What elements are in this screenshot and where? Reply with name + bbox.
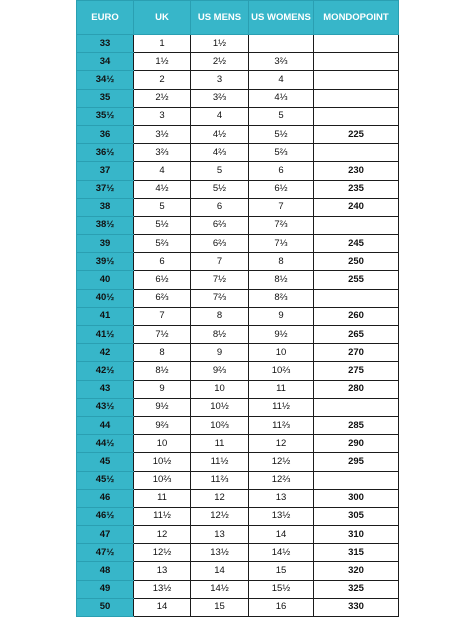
euro-cell: 45½ — [77, 471, 134, 489]
mondopoint-cell — [314, 89, 399, 107]
euro-cell: 40½ — [77, 289, 134, 307]
mondopoint-cell: 270 — [314, 344, 399, 362]
mondopoint-cell: 240 — [314, 198, 399, 216]
table-row — [77, 398, 399, 416]
table-row — [77, 507, 399, 525]
table-row — [77, 216, 399, 234]
us-mens-cell: 6 — [191, 198, 249, 216]
us-womens-cell: 14½ — [249, 544, 314, 562]
us-womens-cell: 14 — [249, 526, 314, 544]
uk-cell: 2 — [134, 71, 191, 89]
uk-cell: 7½ — [134, 326, 191, 344]
mondopoint-cell — [314, 144, 399, 162]
euro-cell: 38½ — [77, 216, 134, 234]
euro-cell: 34½ — [77, 71, 134, 89]
us-womens-cell: 12 — [249, 435, 314, 453]
us-womens-cell: 5 — [249, 107, 314, 125]
euro-cell: 46½ — [77, 507, 134, 525]
euro-cell: 33 — [77, 35, 134, 53]
us-mens-cell: 5½ — [191, 180, 249, 198]
table-body — [77, 35, 399, 617]
mondopoint-cell: 325 — [314, 580, 399, 598]
uk-cell: 9⅔ — [134, 416, 191, 434]
us-womens-cell: 7⅔ — [249, 216, 314, 234]
us-mens-cell: 7½ — [191, 271, 249, 289]
uk-cell: 5 — [134, 198, 191, 216]
euro-cell: 41½ — [77, 326, 134, 344]
euro-cell: 46 — [77, 489, 134, 507]
us-womens-cell: 4 — [249, 71, 314, 89]
us-mens-cell: 4⅔ — [191, 144, 249, 162]
uk-cell: 1½ — [134, 53, 191, 71]
table-row — [77, 416, 399, 434]
euro-cell: 35½ — [77, 107, 134, 125]
uk-cell: 3½ — [134, 125, 191, 143]
euro-cell: 45 — [77, 453, 134, 471]
table-row — [77, 253, 399, 271]
euro-cell: 42½ — [77, 362, 134, 380]
uk-cell: 4½ — [134, 180, 191, 198]
table-row — [77, 362, 399, 380]
us-womens-cell: 11⅔ — [249, 416, 314, 434]
us-womens-cell: 9 — [249, 307, 314, 325]
us-womens-cell: 13 — [249, 489, 314, 507]
us-womens-cell: 10 — [249, 344, 314, 362]
uk-cell: 10 — [134, 435, 191, 453]
euro-cell: 50 — [77, 598, 134, 616]
table-row — [77, 162, 399, 180]
us-womens-cell: 3⅔ — [249, 53, 314, 71]
uk-cell: 10⅔ — [134, 471, 191, 489]
mondopoint-cell — [314, 216, 399, 234]
mondopoint-cell: 255 — [314, 271, 399, 289]
header-mondopoint: MONDOPOINT — [314, 1, 399, 35]
mondopoint-cell: 235 — [314, 180, 399, 198]
uk-cell: 13½ — [134, 580, 191, 598]
us-womens-cell: 16 — [249, 598, 314, 616]
us-mens-cell: 3 — [191, 71, 249, 89]
us-womens-cell: 12⅔ — [249, 471, 314, 489]
us-mens-cell: 8 — [191, 307, 249, 325]
table-row — [77, 289, 399, 307]
us-mens-cell: 4½ — [191, 125, 249, 143]
euro-cell: 34 — [77, 53, 134, 71]
table-row — [77, 453, 399, 471]
euro-cell: 39 — [77, 235, 134, 253]
euro-cell: 49 — [77, 580, 134, 598]
us-mens-cell: 3⅔ — [191, 89, 249, 107]
us-womens-cell: 8⅔ — [249, 289, 314, 307]
uk-cell: 13 — [134, 562, 191, 580]
us-mens-cell: 1½ — [191, 35, 249, 53]
us-mens-cell: 11⅔ — [191, 471, 249, 489]
mondopoint-cell — [314, 35, 399, 53]
us-mens-cell: 7 — [191, 253, 249, 271]
us-womens-cell: 13½ — [249, 507, 314, 525]
table-row — [77, 107, 399, 125]
us-womens-cell: 12½ — [249, 453, 314, 471]
us-womens-cell: 11½ — [249, 398, 314, 416]
us-mens-cell: 13 — [191, 526, 249, 544]
euro-cell: 42 — [77, 344, 134, 362]
us-womens-cell: 7 — [249, 198, 314, 216]
table-row — [77, 35, 399, 53]
mondopoint-cell — [314, 289, 399, 307]
us-womens-cell: 7⅓ — [249, 235, 314, 253]
euro-cell: 47½ — [77, 544, 134, 562]
table-row — [77, 53, 399, 71]
us-mens-cell: 15 — [191, 598, 249, 616]
uk-cell: 12 — [134, 526, 191, 544]
euro-cell: 39½ — [77, 253, 134, 271]
us-womens-cell: 15½ — [249, 580, 314, 598]
mondopoint-cell: 280 — [314, 380, 399, 398]
shoe-size-conversion-table — [76, 0, 399, 617]
table-row — [77, 580, 399, 598]
us-mens-cell: 12½ — [191, 507, 249, 525]
mondopoint-cell — [314, 398, 399, 416]
uk-cell: 4 — [134, 162, 191, 180]
table-row — [77, 435, 399, 453]
header-euro: EURO — [77, 1, 134, 35]
uk-cell: 8½ — [134, 362, 191, 380]
us-womens-cell — [249, 35, 314, 53]
uk-cell: 6½ — [134, 271, 191, 289]
us-mens-cell: 9 — [191, 344, 249, 362]
uk-cell: 2½ — [134, 89, 191, 107]
us-womens-cell: 6 — [249, 162, 314, 180]
uk-cell: 11½ — [134, 507, 191, 525]
us-womens-cell: 10⅔ — [249, 362, 314, 380]
mondopoint-cell — [314, 71, 399, 89]
mondopoint-cell: 300 — [314, 489, 399, 507]
us-womens-cell: 8 — [249, 253, 314, 271]
us-mens-cell: 14 — [191, 562, 249, 580]
mondopoint-cell: 330 — [314, 598, 399, 616]
us-mens-cell: 10½ — [191, 398, 249, 416]
mondopoint-cell: 275 — [314, 362, 399, 380]
euro-cell: 37 — [77, 162, 134, 180]
table-row — [77, 326, 399, 344]
mondopoint-cell: 250 — [314, 253, 399, 271]
uk-cell: 6⅔ — [134, 289, 191, 307]
us-mens-cell: 10⅔ — [191, 416, 249, 434]
uk-cell: 1 — [134, 35, 191, 53]
us-womens-cell: 5½ — [249, 125, 314, 143]
us-mens-cell: 7⅔ — [191, 289, 249, 307]
header-us-womens: US WOMENS — [249, 1, 314, 35]
us-womens-cell: 15 — [249, 562, 314, 580]
mondopoint-cell: 315 — [314, 544, 399, 562]
table-row — [77, 198, 399, 216]
uk-cell: 6 — [134, 253, 191, 271]
mondopoint-cell: 285 — [314, 416, 399, 434]
euro-cell: 44½ — [77, 435, 134, 453]
mondopoint-cell: 265 — [314, 326, 399, 344]
us-mens-cell: 14½ — [191, 580, 249, 598]
us-mens-cell: 4 — [191, 107, 249, 125]
us-mens-cell: 10 — [191, 380, 249, 398]
uk-cell: 10½ — [134, 453, 191, 471]
table-row — [77, 489, 399, 507]
us-mens-cell: 11 — [191, 435, 249, 453]
mondopoint-cell: 225 — [314, 125, 399, 143]
mondopoint-cell: 245 — [314, 235, 399, 253]
uk-cell: 5½ — [134, 216, 191, 234]
us-mens-cell: 6⅔ — [191, 216, 249, 234]
mondopoint-cell: 230 — [314, 162, 399, 180]
uk-cell: 12½ — [134, 544, 191, 562]
euro-cell: 48 — [77, 562, 134, 580]
euro-cell: 40 — [77, 271, 134, 289]
us-womens-cell: 6½ — [249, 180, 314, 198]
table-row — [77, 180, 399, 198]
uk-cell: 9½ — [134, 398, 191, 416]
uk-cell: 11 — [134, 489, 191, 507]
uk-cell: 14 — [134, 598, 191, 616]
table-row — [77, 71, 399, 89]
euro-cell: 43 — [77, 380, 134, 398]
uk-cell: 9 — [134, 380, 191, 398]
euro-cell: 41 — [77, 307, 134, 325]
mondopoint-cell: 310 — [314, 526, 399, 544]
table-header-row — [77, 1, 399, 35]
uk-cell: 5⅔ — [134, 235, 191, 253]
uk-cell: 3⅔ — [134, 144, 191, 162]
table-row — [77, 380, 399, 398]
euro-cell: 36½ — [77, 144, 134, 162]
uk-cell: 8 — [134, 344, 191, 362]
us-womens-cell: 8½ — [249, 271, 314, 289]
euro-cell: 38 — [77, 198, 134, 216]
mondopoint-cell — [314, 107, 399, 125]
uk-cell: 7 — [134, 307, 191, 325]
us-mens-cell: 9⅔ — [191, 362, 249, 380]
mondopoint-cell: 320 — [314, 562, 399, 580]
euro-cell: 47 — [77, 526, 134, 544]
euro-cell: 43½ — [77, 398, 134, 416]
table-row — [77, 144, 399, 162]
table-row — [77, 598, 399, 616]
uk-cell: 3 — [134, 107, 191, 125]
table-row — [77, 271, 399, 289]
table-row — [77, 307, 399, 325]
mondopoint-cell: 290 — [314, 435, 399, 453]
us-mens-cell: 13½ — [191, 544, 249, 562]
header-us-mens: US MENS — [191, 1, 249, 35]
us-womens-cell: 5⅔ — [249, 144, 314, 162]
table-row — [77, 562, 399, 580]
table-row — [77, 125, 399, 143]
euro-cell: 35 — [77, 89, 134, 107]
us-mens-cell: 11½ — [191, 453, 249, 471]
table-row — [77, 235, 399, 253]
size-chart-sheet — [76, 0, 398, 613]
mondopoint-cell: 295 — [314, 453, 399, 471]
header-uk: UK — [134, 1, 191, 35]
us-mens-cell: 12 — [191, 489, 249, 507]
euro-cell: 37½ — [77, 180, 134, 198]
mondopoint-cell — [314, 53, 399, 71]
mondopoint-cell: 305 — [314, 507, 399, 525]
euro-cell: 44 — [77, 416, 134, 434]
table-row — [77, 526, 399, 544]
us-mens-cell: 2½ — [191, 53, 249, 71]
mondopoint-cell: 260 — [314, 307, 399, 325]
us-mens-cell: 6⅔ — [191, 235, 249, 253]
euro-cell: 36 — [77, 125, 134, 143]
us-mens-cell: 8½ — [191, 326, 249, 344]
table-row — [77, 544, 399, 562]
table-row — [77, 344, 399, 362]
us-womens-cell: 9½ — [249, 326, 314, 344]
us-womens-cell: 4⅓ — [249, 89, 314, 107]
us-womens-cell: 11 — [249, 380, 314, 398]
table-row — [77, 89, 399, 107]
us-mens-cell: 5 — [191, 162, 249, 180]
